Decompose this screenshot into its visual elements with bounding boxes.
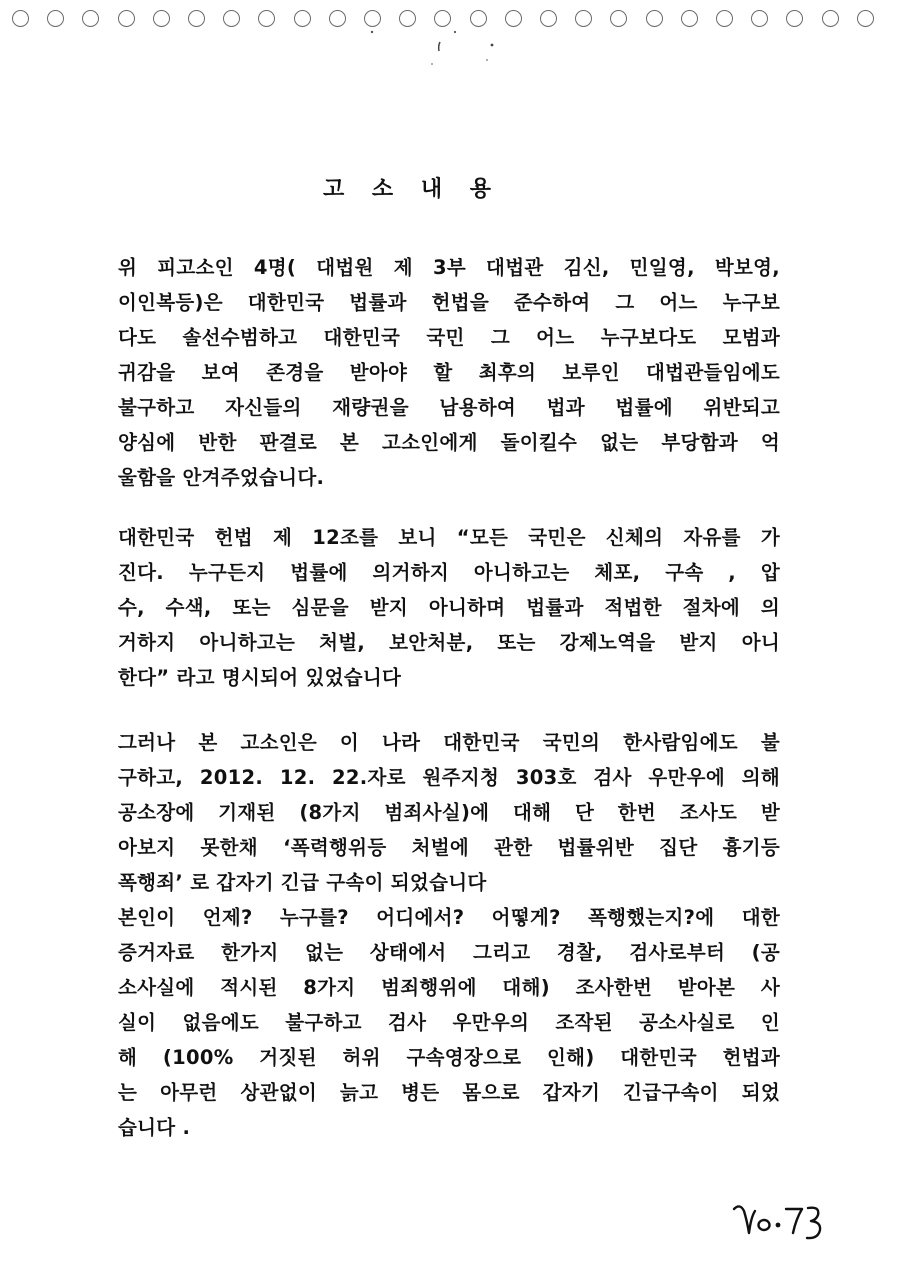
text-line: 본인이 언제? 누구를? 어디에서? 어떻게? 폭행했는지?에 대한 bbox=[118, 906, 780, 929]
paragraph-3 bbox=[118, 725, 780, 1145]
text-line: 구하고, 2012. 12. 22.자로 원주지청 303호 검사 우만우에 의해 bbox=[118, 766, 780, 789]
text-line: 수, 수색, 또는 심문을 받지 아니하며 법률과 적법한 절차에 의 bbox=[118, 596, 780, 619]
text-line: 울함을 안겨주었습니다. bbox=[118, 466, 325, 489]
text-line: 공소장에 기재된 (8가지 범죄사실)에 대해 단 한번 조사도 받 bbox=[118, 801, 780, 824]
text-line: 소사실에 적시된 8가지 범죄행위에 대해) 조사한번 받아본 사 bbox=[118, 976, 780, 999]
text-line: 불구하고 자신들의 재량권을 남용하여 법과 법률에 위반되고 bbox=[118, 396, 780, 419]
text-line: 해 (100% 거짓된 허위 구속영장으로 인해) 대한민국 헌법과 bbox=[118, 1046, 780, 1069]
document-title: 고 소 내 용 bbox=[323, 177, 501, 202]
text-line: 그러나 본 고소인은 이 나라 대한민국 국민의 한사람임에도 불 bbox=[118, 731, 780, 754]
text-line: 폭행죄’ 로 갑자기 긴급 구속이 되었습니다 bbox=[118, 871, 487, 894]
paragraph-1 bbox=[118, 250, 780, 495]
text-line: 실이 없음에도 불구하고 검사 우만우의 조작된 공소사실로 인 bbox=[118, 1011, 781, 1034]
text-line: 거하지 아니하고는 처벌, 보안처분, 또는 강제노역을 받지 아니 bbox=[118, 631, 780, 654]
scan-specks bbox=[0, 0, 900, 90]
text-line: 귀감을 보여 존경을 받아야 할 최후의 보루인 대법관들임에도 bbox=[118, 361, 780, 384]
text-line: 위 피고소인 4명( 대법원 제 3부 대법관 김신, 민일영, 박보영, bbox=[118, 256, 780, 279]
text-line: 습니다 . bbox=[118, 1116, 191, 1139]
text-line: 이인복등)은 대한민국 법률과 헌법을 준수하여 그 어느 누구보 bbox=[118, 291, 780, 314]
text-line: 대한민국 헌법 제 12조를 보니 “모든 국민은 신체의 자유를 가 bbox=[118, 526, 780, 549]
handwritten-page-number bbox=[726, 1195, 836, 1245]
text-line: 다도 솔선수범하고 대한민국 국민 그 어느 누구보다도 모범과 bbox=[118, 326, 780, 349]
text-line: 한다” 라고 명시되어 있었습니다 bbox=[118, 666, 402, 689]
paragraph-2 bbox=[118, 520, 780, 695]
text-line: 양심에 반한 판결로 본 고소인에게 돌이킬수 없는 부당함과 억 bbox=[118, 431, 780, 454]
text-line: 는 아무런 상관없이 늙고 병든 몸으로 갑자기 긴급구속이 되었 bbox=[118, 1081, 780, 1104]
text-line: 증거자료 한가지 없는 상태에서 그리고 경찰, 검사로부터 (공 bbox=[118, 941, 780, 964]
text-line: 아보지 못한채 ‘폭력행위등 처벌에 관한 법률위반 집단 흉기등 bbox=[118, 836, 780, 859]
text-line: 진다. 누구든지 법률에 의거하지 아니하고는 체포, 구속 , 압 bbox=[118, 561, 780, 584]
